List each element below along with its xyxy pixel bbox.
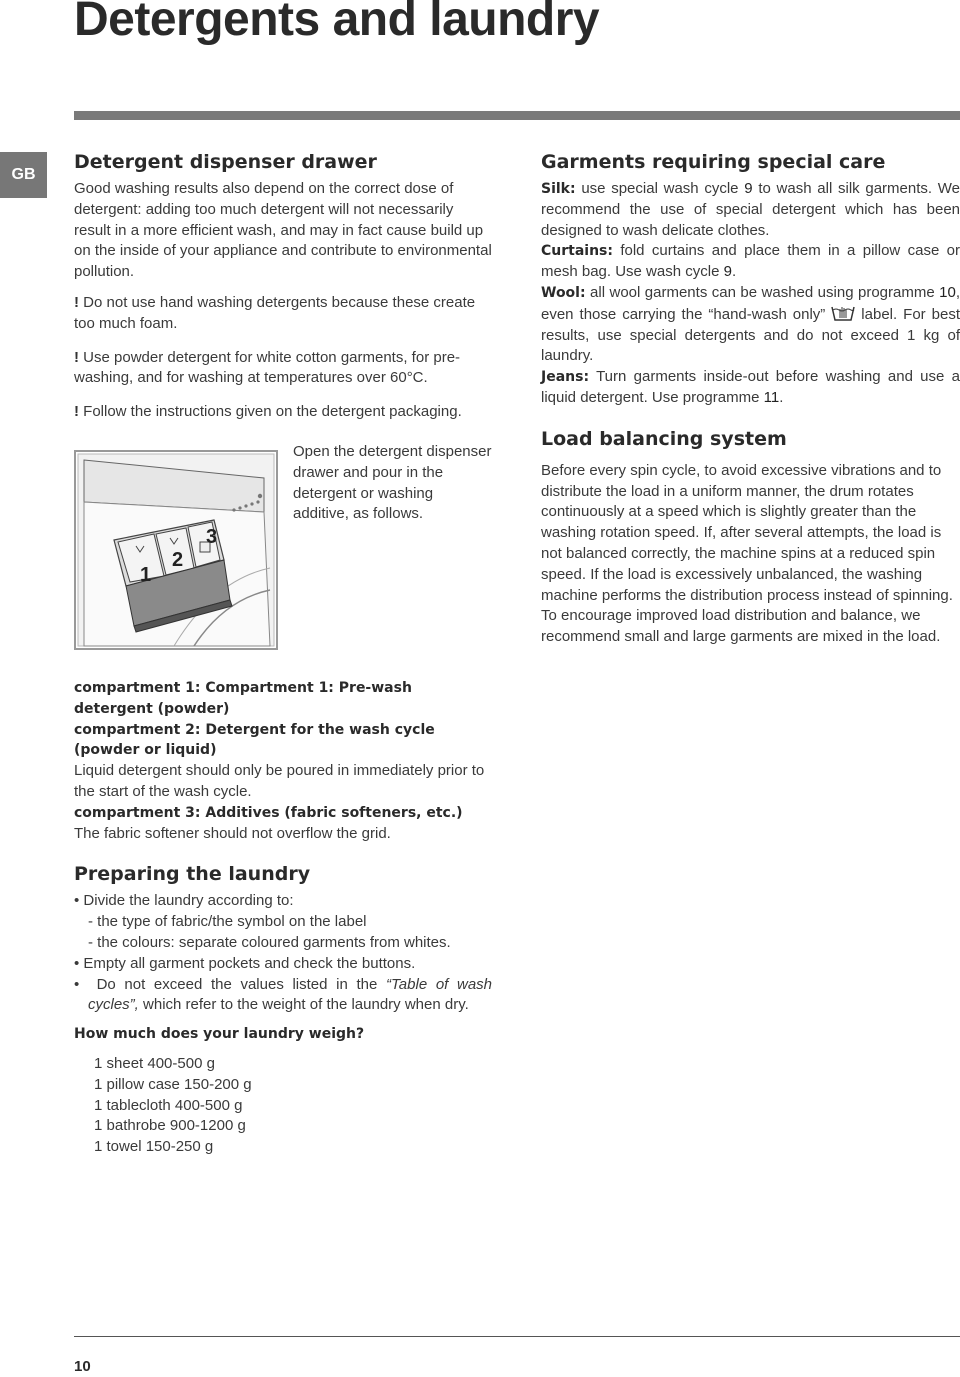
list-item: 1 towel 150-250 g xyxy=(94,1138,214,1156)
warning-packaging: ! Follow the instructions given on the detergent packaging. xyxy=(74,403,462,421)
compartment-3-label: 3 xyxy=(206,526,218,548)
compartment-1-heading: compartment 1: Compartment 1: Pre-wash detergent (powder) xyxy=(74,680,412,717)
footer-rule xyxy=(74,1336,960,1337)
list-item: 1 pillow case 150-200 g xyxy=(94,1075,252,1093)
warning-icon: ! xyxy=(74,403,79,421)
load-balancing-body: Before every spin cycle, to avoid excessive vibrations and to distribute the load in a uniform manner, the drum rotates continuously at a speed which is slightly greater than the washing rotation speed. If, after several attempts, the load is not balanced correctly, the machine spins at a reduced spin speed. If the load is excessively unbalanced, the washing machine performs the distribution process instead of spinning. To encourage improved load distribution and balance, we recommend small and large garments are mixed in the load. xyxy=(541,461,953,646)
preparing-heading: Preparing the laundry xyxy=(74,863,311,886)
compartment-list xyxy=(74,678,492,1158)
hand-wash-icon xyxy=(831,304,855,322)
warning-hand-wash: ! Do not use hand washing detergents because these create too much foam. xyxy=(74,293,476,332)
list-item: • Divide the laundry according to: xyxy=(74,892,294,910)
left-column xyxy=(74,148,492,1156)
compartment-3-heading: compartment 3: Additives (fabric softeners, etc.) xyxy=(74,804,463,821)
page-number: 10 xyxy=(74,1358,91,1375)
special-care-body: Silk: use special wash cycle 9 to wash all silk garments. We recommend the use of special detergent which has been designed to wash delicate clothes. Curtains: fold curtains and place them in a pillow case or mesh bag. Use wash cycle 9. Wool: all wool garments can be washed using programme 10, even those carrying the “hand-wash only” label. For best results, use special detergents and do not exceed 1 kg of laundry. Jeans: Turn garments inside-out before washing and use a liquid detergent. Use programme 11. xyxy=(541,180,960,406)
special-care-heading: Garments requiring special care xyxy=(541,151,886,173)
compartment-1-label: 1 xyxy=(140,564,152,586)
dispenser-heading: Detergent dispenser drawer xyxy=(74,151,377,173)
compartment-2-note: Liquid detergent should only be poured in immediately prior to the start of the wash cycle. xyxy=(74,762,485,800)
weigh-heading: How much does your laundry weigh? xyxy=(74,1026,365,1043)
list-item: 1 bathrobe 900-1200 g xyxy=(94,1117,246,1135)
warning-icon: ! xyxy=(74,293,79,311)
preparing-list xyxy=(74,891,492,1016)
list-item: - the type of fabric/the symbol on the label xyxy=(88,913,367,931)
dispenser-drawer-illustration xyxy=(74,450,278,650)
list-item: 1 sheet 400-500 g xyxy=(94,1054,215,1072)
warning-icon: ! xyxy=(74,348,79,366)
list-item: 1 tablecloth 400-500 g xyxy=(94,1096,243,1114)
compartment-2-label: 2 xyxy=(172,549,184,571)
silk-label: Silk: xyxy=(541,181,576,197)
right-column xyxy=(541,148,960,648)
dispenser-intro: Good washing results also depend on the correct dose of detergent: adding too much detergent will not necessarily result in a more efficient wash, and may in fact cause build up on the inside of your appliance and contribute to environmental pollution. xyxy=(74,180,492,281)
jeans-label: Jeans: xyxy=(541,369,590,386)
page-title: Detergents and laundry xyxy=(74,0,600,46)
list-item: • Empty all garment pockets and check the buttons. xyxy=(74,954,416,972)
load-balancing-heading: Load balancing system xyxy=(541,427,787,450)
compartment-2-heading: compartment 2: Detergent for the wash cycle (powder or liquid) xyxy=(74,721,435,759)
list-item: • Do not exceed the values listed in the “Table of wash cycles”, which refer to the weight of the laundry when dry. xyxy=(74,975,492,1014)
compartment-3-note: The fabric softener should not overflow the grid. xyxy=(74,824,391,842)
list-item: - the colours: separate coloured garments from whites. xyxy=(88,933,451,951)
language-tab: GB xyxy=(0,152,47,198)
figure-caption: Open the detergent dispenser drawer and pour in the detergent or washing additive, as follows. xyxy=(293,443,492,523)
weights-list xyxy=(74,1054,492,1158)
warning-powder: ! Use powder detergent for white cotton garments, for pre-washing, and for washing at temperatures over 60°C. xyxy=(74,348,461,387)
wool-label: Wool: xyxy=(541,284,586,301)
title-rule xyxy=(74,111,960,120)
curtains-label: Curtains: xyxy=(541,243,613,260)
